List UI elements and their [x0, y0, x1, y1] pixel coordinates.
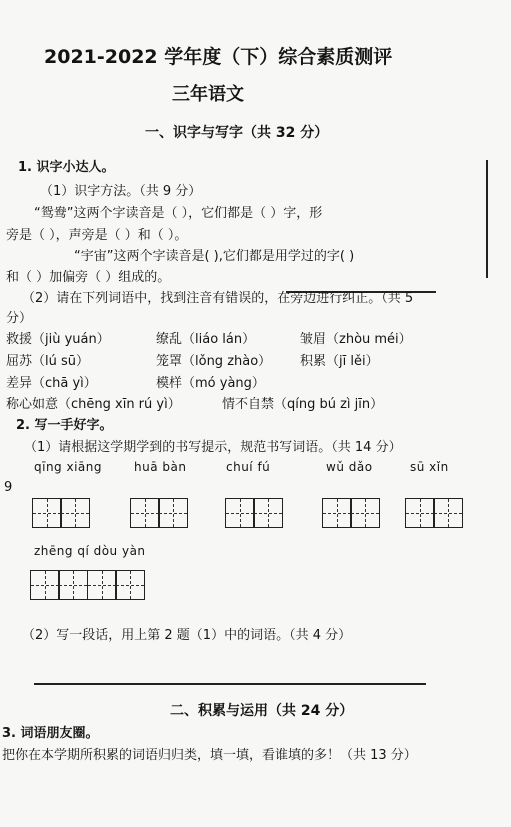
pinyin-label: zhēng qí dòu yàn [34, 544, 146, 558]
writing-cell[interactable] [32, 498, 62, 528]
q1-line2: 旁是（ ），声旁是（ ）和（ ）。 [6, 228, 188, 243]
word-item: 救援（jiù yuán） [6, 332, 110, 347]
q3-instruction: 把你在本学期所积累的词语归归类，填一填，看谁填的多！（共 13 分） [2, 748, 417, 763]
word-item: 差异（chā yì） [6, 376, 97, 391]
writing-cell[interactable] [405, 498, 435, 528]
pinyin-label: wǔ dǎo [326, 460, 373, 474]
writing-cell[interactable] [433, 498, 463, 528]
writing-grid[interactable] [225, 498, 282, 528]
q2-heading: 2. 写一手好字。 [16, 418, 113, 433]
q1-line3: “宇宙”这两个字读音是( ),它们都是用学过的字( ) [74, 249, 355, 264]
q3-heading: 3. 词语朋友圈。 [2, 726, 99, 741]
writing-grid[interactable] [322, 498, 379, 528]
writing-cell[interactable] [322, 498, 352, 528]
q1-line1: “鸳鸯”这两个字读音是（ ），它们都是（ ）字，形 [34, 206, 323, 221]
writing-grid[interactable] [405, 498, 462, 528]
writing-cell[interactable] [130, 498, 160, 528]
q1-sub2-line1: （2）请在下列词语中，找到注音有错误的，在旁边进行纠正。（共 5 [22, 291, 414, 306]
word-item: 笼罩（lǒng zhào） [156, 354, 272, 369]
writing-grid[interactable] [130, 498, 187, 528]
exam-title: 2021-2022 学年度（下）综合素质测评 [44, 46, 393, 68]
writing-cell[interactable] [253, 498, 283, 528]
word-item: 屈苏（lú sū） [6, 354, 89, 369]
q1-sub1-heading: （1）识字方法。（共 9 分） [40, 184, 202, 199]
q1-heading: 1. 识字小达人。 [18, 160, 115, 175]
writing-cell[interactable] [225, 498, 255, 528]
q2-sub2-heading: （2）写一段话，用上第 2 题（1）中的词语。（共 4 分） [22, 628, 352, 643]
writing-cell[interactable] [350, 498, 380, 528]
stray-mark: 9 [4, 480, 13, 495]
q1-line4: 和（ ）加偏旁（ ）组成的。 [6, 270, 171, 285]
section2-heading: 二、积累与运用（共 24 分） [170, 703, 354, 719]
writing-grid[interactable] [30, 570, 144, 600]
q1-sub2-line2: 分） [6, 311, 33, 326]
q2-sub1-heading: （1）请根据这学期学到的书写提示，规范书写词语。（共 14 分） [24, 440, 402, 455]
writing-cell[interactable] [87, 570, 117, 600]
word-item: 皱眉（zhòu méi） [300, 332, 412, 347]
word-item: 称心如意（chēng xīn rú yì） [6, 397, 181, 412]
pinyin-label: sū xǐn [410, 460, 449, 474]
pinyin-label: qīng xiāng [34, 460, 102, 474]
writing-cell[interactable] [30, 570, 60, 600]
word-item: 模样（mó yàng） [156, 376, 265, 391]
pinyin-label: huā bàn [134, 460, 187, 474]
word-item: 缭乱（liáo lán） [156, 332, 256, 347]
writing-grid[interactable] [32, 498, 89, 528]
word-item: 积累（jī lěi） [300, 354, 379, 369]
exam-subtitle: 三年语文 [172, 84, 244, 105]
writing-cell[interactable] [158, 498, 188, 528]
answer-line[interactable] [34, 683, 426, 685]
writing-cell[interactable] [60, 498, 90, 528]
writing-cell[interactable] [58, 570, 88, 600]
frame-line-right [486, 160, 488, 278]
writing-cell[interactable] [115, 570, 145, 600]
word-item: 情不自禁（qíng bú zì jīn） [222, 397, 384, 412]
section1-heading: 一、识字与写字（共 32 分） [145, 125, 329, 141]
pinyin-label: chuí fú [226, 460, 271, 474]
